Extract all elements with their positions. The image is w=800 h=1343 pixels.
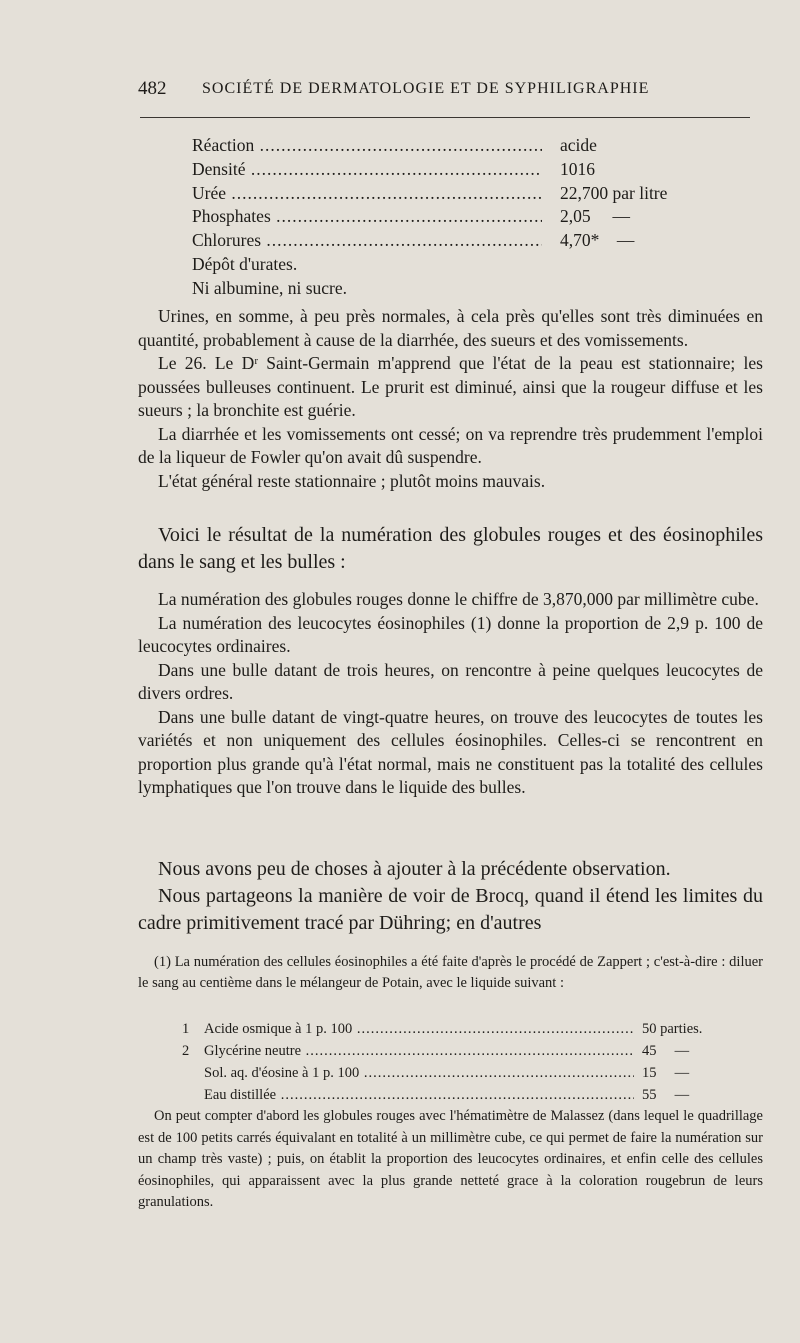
table-row <box>182 1062 722 1084</box>
paragraph: Dans une bulle datant de trois heures, on rencontre à peine quelques leucocytes de divers ordres. <box>138 659 763 703</box>
extra-line: Dépôt d'urates. <box>192 253 298 274</box>
paragraph: Le 26. Le Dʳ Saint-Germain m'apprend que l'état de la peau est stationnaire; les poussées bulleuses continuent. Le prurit est diminué, ainsi que la rougeur diffuse et les sueurs ; la bronchite est guérie. <box>138 353 763 420</box>
paragraph: La numération des leucocytes éosinophiles (1) donne la proportion de 2,9 p. 100 de leucocytes ordinaires. <box>138 612 763 656</box>
running-title: SOCIÉTÉ DE DERMATOLOGIE ET DE SYPHILIGRAPHIE <box>202 80 650 97</box>
body-text-1 <box>138 305 763 493</box>
table-row <box>192 158 712 182</box>
row-label: Réaction ..... <box>192 134 542 158</box>
table-row <box>192 182 712 206</box>
row-label: Glycérine neutre ..... <box>204 1040 634 1062</box>
row-value: 4,70* — <box>560 230 635 251</box>
table-row <box>192 205 712 229</box>
table-row <box>182 1084 722 1106</box>
body-text-large-2 <box>138 856 763 937</box>
paragraph: Dans une bulle datant de vingt-quatre heures, on trouve des leucocytes de toutes les variétés et non uniquement des cellules éosinophiles. Celles-ci se rencontrent en proportion plus grande qu'à l'état normal, mais ne constituent pas la totalité des cellules lymphatiques que l'on trouve dans le liquide des bulles. <box>138 706 763 797</box>
page-number: 482 <box>138 78 167 99</box>
row-label: Acide osmique à 1 p. 100 ..... <box>204 1018 634 1040</box>
paragraph: Nous avons peu de choses à ajouter à la précédente observation. <box>158 858 671 880</box>
row-number: 2 <box>182 1043 190 1059</box>
paragraph: La diarrhée et les vomissements ont cessé; on va reprendre très prudemment l'emploi de la liqueur de Fowler qu'on avait dû suspendre. <box>138 423 763 467</box>
header-rule <box>140 117 750 118</box>
paragraph: Voici le résultat de la numération des globules rouges et des éosinophiles dans le sang et les bulles : <box>138 524 763 573</box>
row-value: 55 — <box>642 1087 690 1103</box>
row-label: Densité ..... <box>192 158 542 182</box>
paragraph: On peut compter d'abord les globules rouges avec l'hématimètre de Malassez (dans lequel le quadrillage est de 100 petits carrés équivalant en totalité à un millimètre cube, ce qui permet de faire la numération sur un champ très vaste) ; puis, on établit la proportion des leucocytes ordinaires, et enfin celle des cellules éosinophiles, qui apparaissent avec la plus grande netteté grace à la coloration rougebrun de leurs granulations. <box>138 1108 763 1210</box>
footnote-intro: (1) La numération des cellules éosinophiles a été faite d'après le procédé de Zappert ; c'est-à-dire : diluer le sang au centième dans le mélangeur de Potain, avec le liquide suivant : <box>138 954 763 991</box>
row-label: Eau distillée ..... <box>204 1084 634 1106</box>
footnote-conclusion <box>138 1106 763 1214</box>
reagent-table <box>182 1018 722 1106</box>
row-value: 2,05 — <box>560 206 630 227</box>
row-value: 15 — <box>642 1065 690 1081</box>
table-row <box>192 229 712 253</box>
table-row <box>192 134 712 158</box>
paragraph: Urines, en somme, à peu près normales, à cela près qu'elles sont très diminuées en quantité, probablement à cause de la diarrhée, des sueurs et des vomissements. <box>138 306 763 350</box>
table-row <box>182 1040 722 1062</box>
urine-analysis-table <box>192 134 712 301</box>
paragraph: Nous partageons la manière de voir de Brocq, quand il étend les limites du cadre primitivement tracé par Dühring; en d'autres <box>138 885 763 934</box>
footnote <box>138 952 763 994</box>
paragraph: La numération des globules rouges donne le chiffre de 3,870,000 par millimètre cube. <box>158 589 759 609</box>
row-label: Phosphates ..... <box>192 205 542 229</box>
body-text-large-1 <box>138 522 763 576</box>
row-number: 1 <box>182 1021 190 1037</box>
row-label: Urée ..... <box>192 182 542 206</box>
row-value: 22,700 par litre <box>560 182 668 203</box>
table-row <box>192 277 712 301</box>
table-row <box>182 1018 722 1040</box>
row-label: Chlorures ..... <box>192 229 542 253</box>
table-row <box>192 253 712 277</box>
row-value: 45 — <box>642 1043 690 1059</box>
row-label: Sol. aq. d'éosine à 1 p. 100 ..... <box>204 1062 634 1084</box>
paragraph: L'état général reste stationnaire ; plutôt moins mauvais. <box>158 470 546 491</box>
row-value: acide <box>560 135 597 155</box>
extra-line: Ni albumine, ni sucre. <box>192 277 348 298</box>
row-value: 1016 <box>560 158 595 179</box>
row-value: 50 parties. <box>642 1021 703 1037</box>
body-text-2 <box>138 588 763 800</box>
